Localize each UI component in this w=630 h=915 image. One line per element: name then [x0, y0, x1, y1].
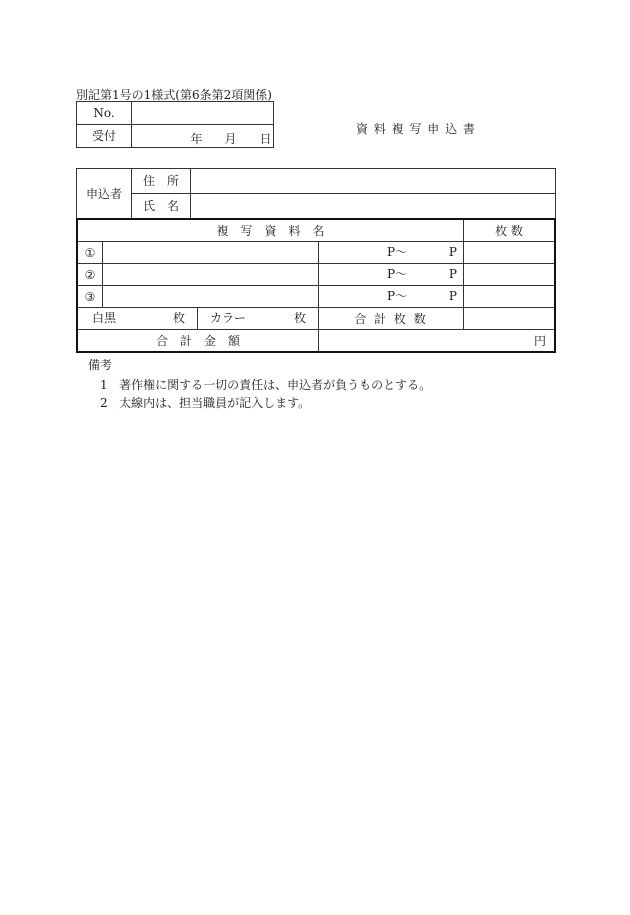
material-name-field[interactable]: [103, 264, 319, 286]
copy-request-table: [76, 218, 556, 353]
material-name-field[interactable]: [103, 286, 319, 308]
remark-number: 2: [100, 396, 108, 410]
no-field[interactable]: [132, 102, 274, 125]
bw-unit: 枚: [172, 311, 185, 325]
yen-label: 円: [533, 333, 546, 348]
page-range-field[interactable]: [319, 264, 464, 286]
sheets-field[interactable]: [464, 264, 556, 286]
reception-box: [76, 101, 274, 148]
total-sheets-field[interactable]: [464, 308, 556, 330]
color-label: カラー: [210, 311, 247, 325]
year-label: 年: [190, 131, 203, 146]
remark-item: [100, 376, 431, 393]
page-range-field[interactable]: [319, 286, 464, 308]
material-name-header: 複 写 資 料 名: [77, 219, 464, 242]
page-end-label: P: [448, 267, 457, 281]
remark-text: 著作権に関する一切の責任は、申込者が負うものとする。: [119, 378, 432, 392]
remark-text: 太線内は、担当職員が記入します。: [119, 396, 311, 410]
sheets-field[interactable]: [464, 286, 556, 308]
remarks-heading: 備考: [88, 358, 113, 372]
page-start-label: P〜: [387, 245, 408, 259]
page-range-field[interactable]: [319, 242, 464, 264]
remark-item: [100, 394, 310, 411]
sheets-field[interactable]: [464, 242, 556, 264]
applicant-label: 申込者: [77, 169, 132, 219]
row-marker: ①: [77, 242, 103, 264]
address-field[interactable]: [191, 169, 556, 194]
page-end-label: P: [448, 245, 457, 259]
applicant-table: [76, 168, 556, 219]
day-label: 日: [259, 131, 272, 146]
uketsuke-label: 受付: [77, 125, 132, 148]
no-label: No.: [77, 102, 132, 125]
table-row: [77, 264, 555, 286]
uketsuke-date-field[interactable]: [132, 125, 274, 148]
page-end-label: P: [448, 289, 457, 303]
name-field[interactable]: [191, 194, 556, 219]
row-marker: ②: [77, 264, 103, 286]
remark-number: 1: [100, 378, 108, 392]
address-label: 住 所: [132, 169, 191, 194]
page-start-label: P〜: [387, 289, 408, 303]
row-marker: ③: [77, 286, 103, 308]
name-label: 氏 名: [132, 194, 191, 219]
table-row: [77, 242, 555, 264]
total-amount-field[interactable]: [319, 330, 556, 353]
form-reference: 別記第1号の1様式(第6条第2項関係): [76, 88, 272, 102]
month-label: 月: [224, 131, 237, 146]
color-unit: 枚: [293, 311, 306, 325]
color-count-field[interactable]: [198, 308, 319, 330]
page-start-label: P〜: [387, 267, 408, 281]
total-sheets-label: 合 計 枚 数: [319, 308, 464, 330]
bw-label: 白黒: [92, 311, 117, 325]
table-row: [77, 286, 555, 308]
total-amount-label: 合 計 金 額: [77, 330, 319, 353]
sheets-header: 枚 数: [464, 219, 556, 242]
page-title: 資 料 複 写 申 込 書: [356, 122, 476, 136]
bw-count-field[interactable]: [77, 308, 198, 330]
material-name-field[interactable]: [103, 242, 319, 264]
